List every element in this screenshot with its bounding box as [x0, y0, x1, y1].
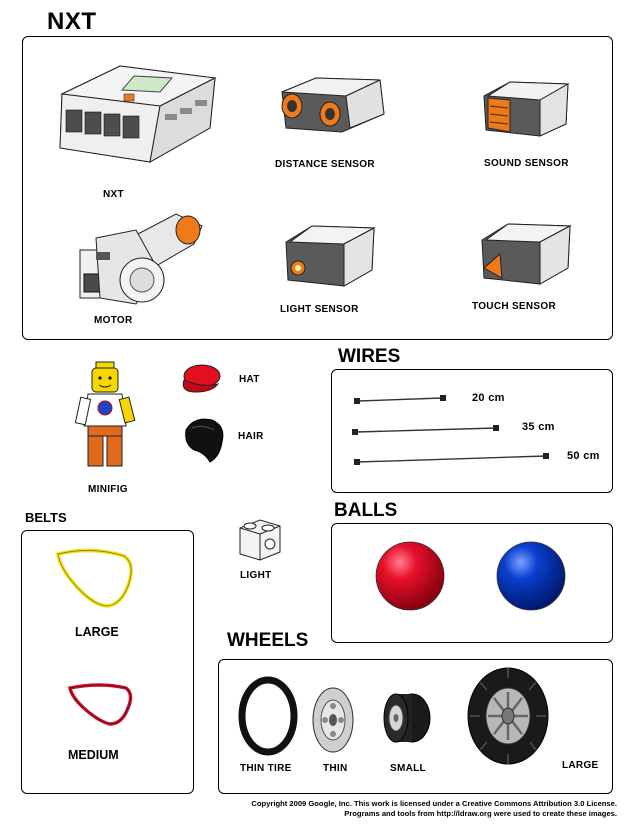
small-wheel-image [382, 690, 434, 746]
thin-wheel-label: THIN [323, 763, 348, 774]
hair-image [180, 416, 230, 466]
wires-section-title: WIRES [338, 346, 401, 367]
sound-sensor-image [480, 72, 572, 138]
touch-sensor-image [478, 216, 574, 290]
wire-length-35: 35 cm [522, 421, 555, 433]
nxt-brick-image [50, 58, 218, 166]
red-ball-image [374, 540, 446, 612]
blue-ball-image [495, 540, 567, 612]
balls-section-title: BALLS [334, 500, 398, 521]
large-belt-label: LARGE [75, 625, 119, 639]
motor-label: MOTOR [94, 315, 133, 326]
hair-label: HAIR [238, 431, 264, 442]
light-brick-image [236, 516, 284, 562]
wire-length-20: 20 cm [472, 392, 505, 404]
large-wheel-label: LARGE [562, 760, 599, 771]
medium-belt-label: MEDIUM [68, 748, 119, 762]
large-belt-image [52, 546, 136, 610]
minifig-label: MINIFIG [88, 484, 128, 495]
footer-credits: Programs and tools from http://ldraw.org were used to create these images. [344, 809, 617, 818]
medium-belt-image [64, 680, 136, 730]
sound-sensor-label: SOUND SENSOR [484, 158, 569, 169]
small-wheel-label: SMALL [390, 763, 426, 774]
thin-wheel-image [308, 684, 358, 756]
thin-tire-label: THIN TIRE [240, 763, 292, 774]
wire-length-50: 50 cm [567, 450, 600, 462]
light-sensor-label: LIGHT SENSOR [280, 304, 359, 315]
touch-sensor-label: TOUCH SENSOR [472, 301, 556, 312]
belts-section-title: BELTS [25, 510, 67, 525]
minifig-image [74, 358, 136, 470]
motor-image [76, 208, 206, 312]
light-brick-label: LIGHT [240, 570, 272, 581]
hat-label: HAT [239, 374, 260, 385]
distance-sensor-image [276, 70, 388, 136]
light-sensor-image [282, 218, 378, 292]
nxt-label: NXT [103, 189, 124, 200]
distance-sensor-label: DISTANCE SENSOR [275, 159, 375, 170]
hat-image [178, 364, 224, 398]
nxt-section-title: NXT [47, 8, 97, 35]
thin-tire-image [236, 676, 300, 756]
wheels-section-title: WHEELS [227, 630, 309, 651]
footer-copyright: Copyright 2009 Google, Inc. This work is licensed under a Creative Commons Attribution 3.0 License. [251, 799, 617, 808]
large-wheel-image [464, 664, 552, 768]
